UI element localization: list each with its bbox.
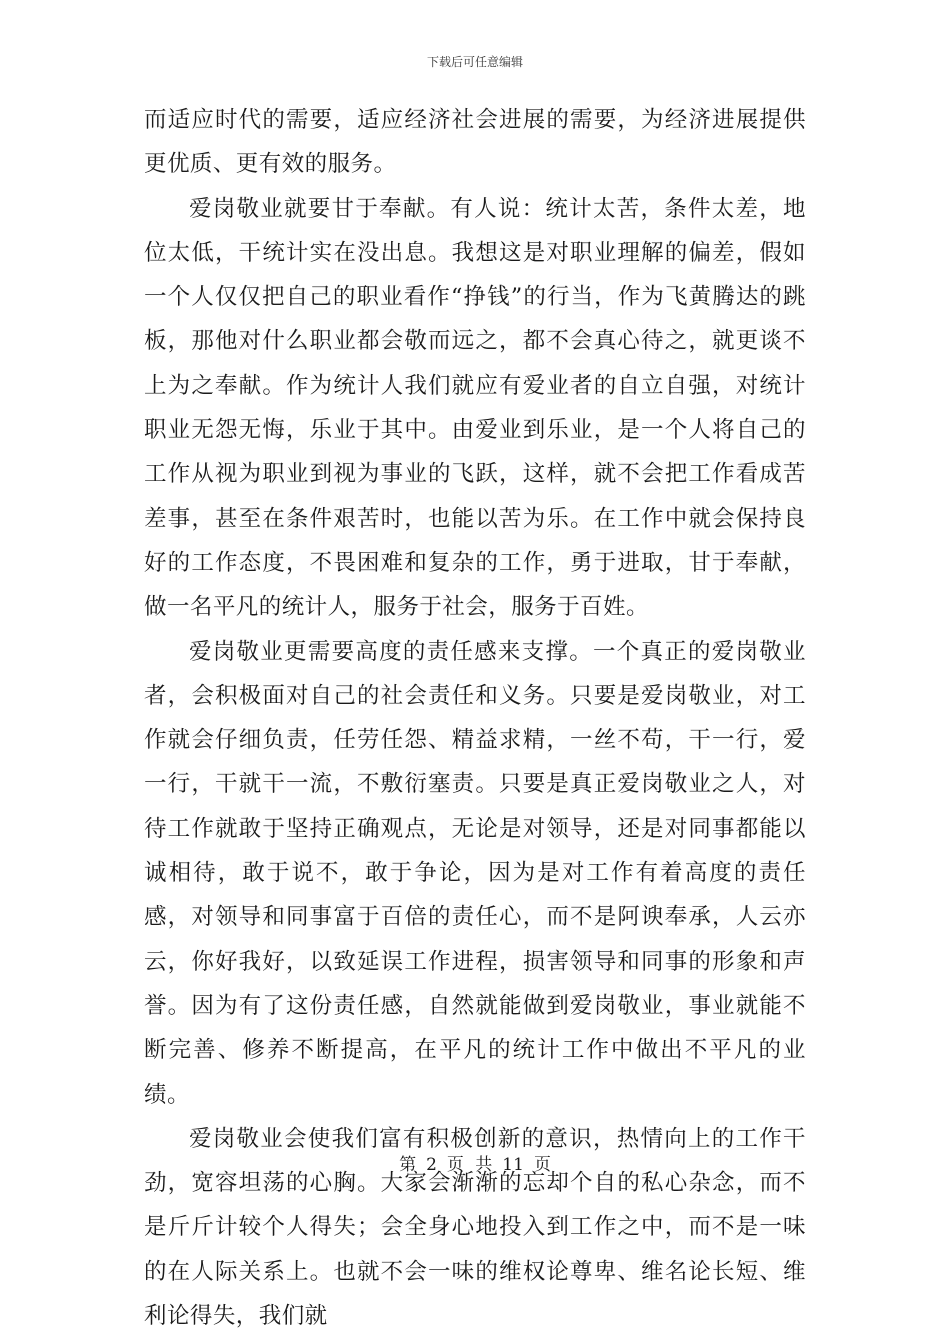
- page-total: 11: [502, 1155, 524, 1175]
- footer-prefix: 第: [399, 1155, 417, 1175]
- page-number: 2: [426, 1155, 437, 1175]
- page-footer: [0, 1153, 950, 1177]
- page-header: 下载后可任意编辑: [426, 55, 523, 69]
- document-body: [144, 98, 806, 1338]
- paragraph-innovation: 爱岗敬业会使我们富有积极创新的意识，热情向上的工作干劲，宽容坦荡的心胸。大家会渐渐的忘却个自的私心杂念，而不是斤斤计较个人得失；会全身心地投入到工作之中，而不是一味的在人际关系上。也就不会一味的维权论尊卑、维名论长短、维利论得失，我们就: [144, 1125, 806, 1330]
- footer-middle: 页 共: [446, 1155, 493, 1175]
- paragraph-dedication: 爱岗敬业就要甘于奉献。有人说：统计太苦，条件太差，地位太低，干统计实在没出息。我想这是对职业理解的偏差，假如一个人仅仅把自己的职业看作“挣钱”的行当，作为飞黄腾达的跳板，那他对什么职业都会敬而远之，都不会真心待之，就更谈不上为之奉献。作为统计人我们就应有爱业者的自立自强，对统计职业无怨无悔，乐业于其中。由爱业到乐业，是一个人将自己的工作从视为职业到视为事业的飞跃，这样，就不会把工作看成苦差事，甚至在条件艰苦时，也能以苦为乐。在工作中就会保持良好的工作态度，不畏困难和复杂的工作，勇于进取，甘于奉献，做一名平凡的统计人，服务于社会，服务于百姓。: [144, 195, 806, 621]
- paragraph-continued: 而适应时代的需要，适应经济社会进展的需要，为经济进展提供更优质、更有效的服务。: [144, 107, 806, 178]
- footer-suffix: 页: [533, 1155, 551, 1175]
- paragraph-responsibility: 爱岗敬业更需要高度的责任感来支撑。一个真正的爱岗敬业者，会积极面对自己的社会责任和义务。只要是爱岗敬业，对工作就会仔细负责，任劳任怨、精益求精，一丝不苟，干一行，爱一行，干就干一流，不敷衍塞责。只要是真正爱岗敬业之人，对待工作就敢于坚持正确观点，无论是对领导，还是对同事都能以诚相待，敢于说不，敢于争论，因为是对工作有着高度的责任感，对领导和同事富于百倍的责任心，而不是阿谀奉承，人云亦云，你好我好，以致延误工作进程，损害领导和同事的形象和声誉。因为有了这份责任感，自然就能做到爱岗敬业，事业就能不断完善、修养不断提高，在平凡的统计工作中做出不平凡的业绩。: [144, 638, 806, 1108]
